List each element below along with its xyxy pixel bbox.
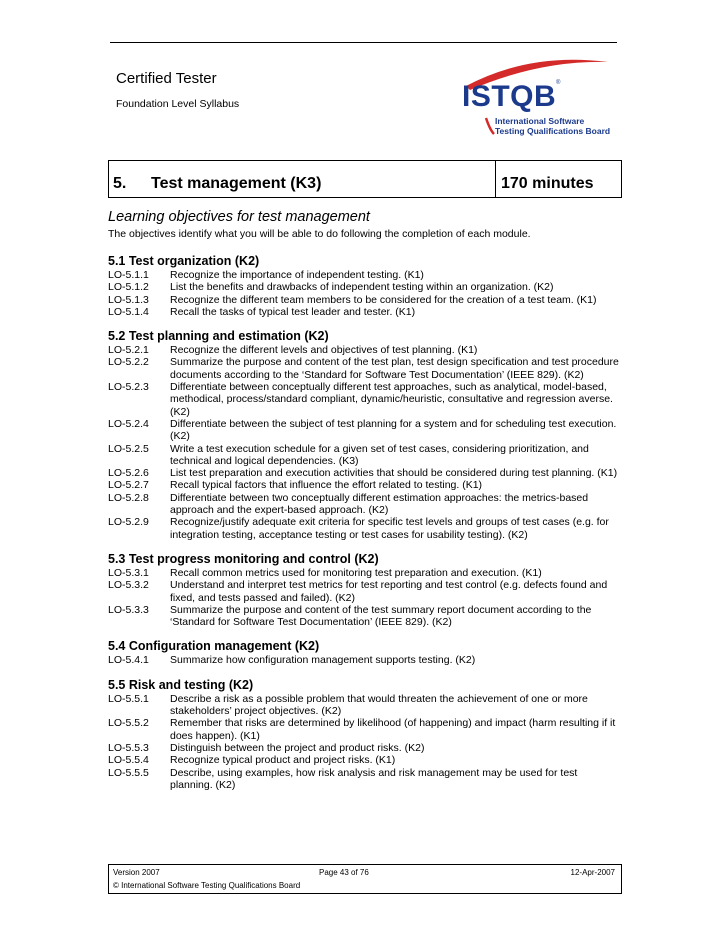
objective-text: List test preparation and execution activities that should be considered during test planning. (K1) xyxy=(170,467,618,480)
objective-id: LO-5.5.1 xyxy=(108,692,149,705)
header-rule xyxy=(110,42,617,43)
learning-objective xyxy=(108,381,620,418)
chapter-number: 5. xyxy=(113,175,127,192)
learning-objective xyxy=(108,693,620,718)
logo-wordmark: ISTQB xyxy=(462,80,557,113)
istqb-logo xyxy=(460,58,620,138)
objective-text: Differentiate between conceptually different test approaches, such as analytical, model-based, methodical, process/standard compliant, dynamic/heuristic, consultative and regression averse. (K2) xyxy=(170,381,613,418)
objective-text: Recall typical factors that influence the effort related to testing. (K1) xyxy=(170,479,483,492)
chapter-divider xyxy=(495,161,496,197)
objective-id: LO-5.1.4 xyxy=(108,305,149,318)
learning-objective xyxy=(108,356,620,381)
objective-id: LO-5.2.5 xyxy=(108,442,149,455)
objective-text: Recognize/justify adequate exit criteria for specific test levels and groups of test cases (e.g. for integration testing, acceptance testing or test cases for usability testing). (K2) xyxy=(170,516,609,541)
objective-id: LO-5.3.3 xyxy=(108,603,149,616)
section-heading: 5.2 Test planning and estimation (K2) xyxy=(108,329,329,344)
objective-text: Summarize how configuration management supports testing. (K2) xyxy=(170,654,476,667)
section-heading: 5.5 Risk and testing (K2) xyxy=(108,677,254,692)
objective-id: LO-5.2.2 xyxy=(108,356,149,369)
section xyxy=(108,551,620,628)
learning-objective xyxy=(108,344,620,356)
logo-line-1: International Software xyxy=(495,116,585,126)
section xyxy=(108,328,620,541)
section-heading: 5.4 Configuration management (K2) xyxy=(108,639,320,654)
objective-id: LO-5.2.8 xyxy=(108,491,149,504)
objective-id: LO-5.5.4 xyxy=(108,754,149,767)
objective-text: Recognize the different team members to be considered for the creation of a test team. (K1) xyxy=(170,293,597,306)
objective-id: LO-5.2.3 xyxy=(108,381,149,394)
learning-objective xyxy=(108,754,620,766)
objective-id: LO-5.5.3 xyxy=(108,741,149,754)
section-heading: 5.3 Test progress monitoring and control (K2) xyxy=(108,551,379,566)
footer-copyright: © International Software Testing Qualifications Board xyxy=(113,881,301,890)
learning-objective xyxy=(108,479,620,491)
objective-id: LO-5.2.4 xyxy=(108,417,149,430)
learning-objective xyxy=(108,567,620,579)
learning-objective xyxy=(108,418,620,443)
learning-objective xyxy=(108,306,620,318)
objective-id: LO-5.3.2 xyxy=(108,579,149,592)
footer-page-number: Page 43 of 76 xyxy=(319,868,369,877)
chapter-header xyxy=(108,160,622,198)
objective-text: Recall common metrics used for monitoring test preparation and execution. (K1) xyxy=(170,566,542,579)
objective-text: List the benefits and drawbacks of independent testing within an organization. (K2) xyxy=(170,281,554,294)
page-footer xyxy=(108,864,622,894)
objective-text: Describe, using examples, how risk analysis and risk management may be used for test planning. (K2) xyxy=(170,766,578,791)
logo-trademark: ® xyxy=(556,80,561,86)
learning-objective xyxy=(108,579,620,604)
section xyxy=(108,253,620,318)
learning-objective xyxy=(108,516,620,541)
objective-text: Understand and interpret test metrics for test reporting and test control (e.g. defects found and fixed, and tests passed and failed). (K2) xyxy=(170,579,608,604)
learning-objective xyxy=(108,604,620,629)
objective-id: LO-5.1.1 xyxy=(108,269,149,281)
objective-id: LO-5.5.2 xyxy=(108,717,149,730)
objective-text: Describe a risk as a possible problem that would threaten the achievement of one or more stakeholders’ project objectives. (K2) xyxy=(170,692,588,718)
objective-id: LO-5.2.7 xyxy=(108,479,149,492)
learning-objective xyxy=(108,294,620,306)
objective-text: Distinguish between the project and product risks. (K2) xyxy=(170,741,425,754)
objective-text: Recognize typical product and project risks. (K1) xyxy=(170,754,396,767)
objective-id: LO-5.2.6 xyxy=(108,467,149,480)
objective-text: Write a test execution schedule for a given set of test cases, considering prioritization, and technical and logical dependencies. (K3) xyxy=(170,442,589,467)
syllabus-content xyxy=(108,208,620,791)
learning-objective xyxy=(108,492,620,517)
learning-objective xyxy=(108,281,620,293)
learning-objective xyxy=(108,443,620,468)
section xyxy=(108,677,620,791)
objective-text: Recall the tasks of typical test leader and tester. (K1) xyxy=(170,305,416,318)
objective-text: Summarize the purpose and content of the test summary report document according to the ‘Standard for Software Test Documentation’ (IEEE 829). (K2) xyxy=(170,603,592,629)
objective-text: Differentiate between the subject of test planning for a system and for scheduling test execution. (K2) xyxy=(170,417,617,443)
learning-objective xyxy=(108,717,620,742)
objective-text: Recognize the importance of independent testing. (K1) xyxy=(170,269,424,281)
footer-version: Version 2007 xyxy=(113,868,160,877)
objective-text: Differentiate between two conceptually different estimation approaches: the metrics-based approach and the expert-based approach. (K2) xyxy=(170,491,589,517)
objectives-intro: The objectives identify what you will be able to do following the completion of each module. xyxy=(108,228,531,240)
objective-text: Remember that risks are determined by likelihood (of happening) and impact (harm resulting if it does happen). (K1) xyxy=(170,717,616,742)
objective-text: Recognize the different levels and objectives of test planning. (K1) xyxy=(170,344,478,357)
sections-container xyxy=(108,253,620,791)
chapter-duration: 170 minutes xyxy=(501,175,594,192)
objective-text: Summarize the purpose and content of the test plan, test design specification and test procedure documents according to the ‘Standard for Software Test Documentation’ (IEEE 829). (K2) xyxy=(170,356,619,381)
footer-date: 12-Apr-2007 xyxy=(570,868,615,877)
objective-id: LO-5.5.5 xyxy=(108,766,149,779)
section-heading: 5.1 Test organization (K2) xyxy=(108,254,260,268)
objective-id: LO-5.2.9 xyxy=(108,516,149,529)
document-subtitle: Foundation Level Syllabus xyxy=(116,98,240,110)
document-title: Certified Tester xyxy=(116,70,217,87)
objective-id: LO-5.2.1 xyxy=(108,344,149,357)
learning-objective xyxy=(108,654,620,666)
objective-id: LO-5.4.1 xyxy=(108,654,149,667)
learning-objective xyxy=(108,269,620,281)
objective-id: LO-5.1.3 xyxy=(108,293,149,306)
learning-objective xyxy=(108,767,620,792)
learning-objective xyxy=(108,742,620,754)
logo-line-2: Testing Qualifications Board xyxy=(495,126,611,136)
objective-id: LO-5.3.1 xyxy=(108,566,149,579)
objective-id: LO-5.1.2 xyxy=(108,281,149,294)
objectives-heading: Learning objectives for test management xyxy=(108,209,370,225)
learning-objective xyxy=(108,467,620,479)
section xyxy=(108,638,620,666)
chapter-title: Test management (K3) xyxy=(151,175,322,192)
